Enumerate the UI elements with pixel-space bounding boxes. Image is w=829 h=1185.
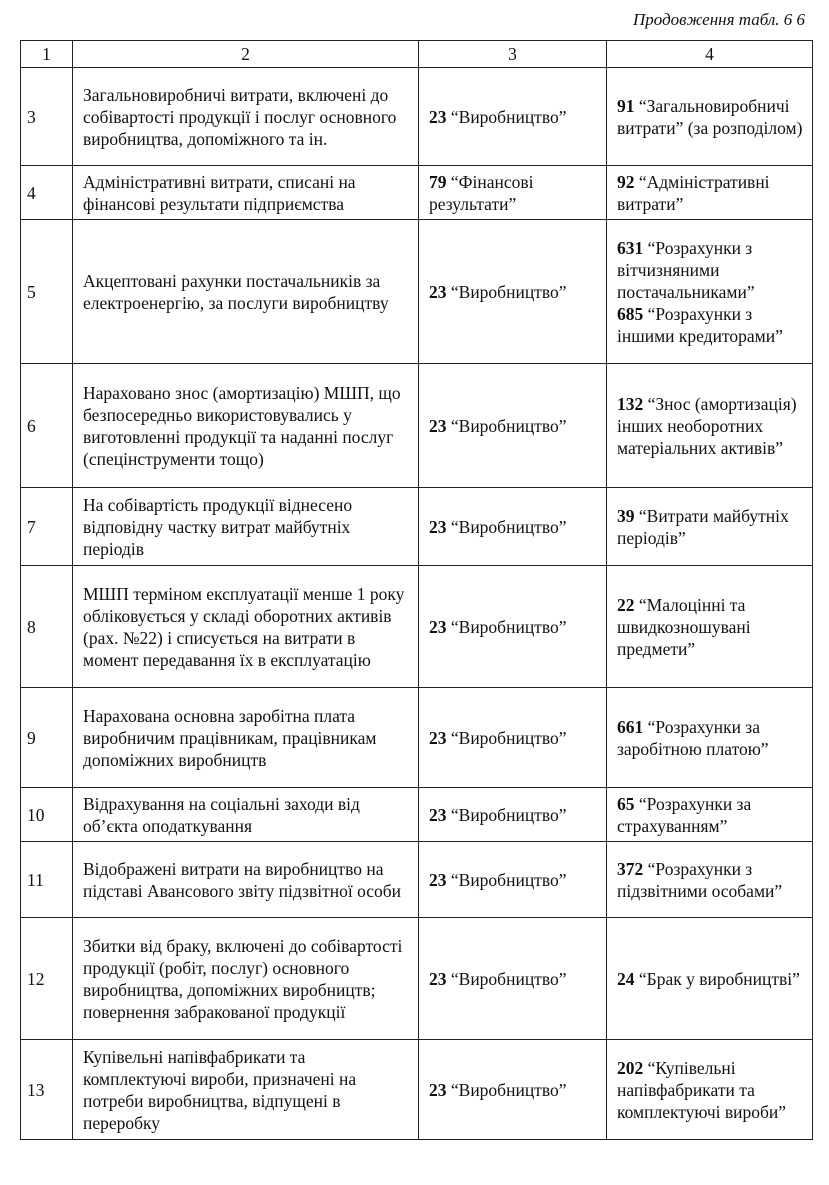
- debit-code: 23: [429, 281, 447, 302]
- operation-description: Відображені витрати на виробництво на підставі Авансового звіту підзвітної особи: [73, 842, 419, 918]
- credit-title: “Знос (амортизація) інших необоротних матеріальних активів”: [617, 393, 797, 458]
- header-col-4: 4: [607, 41, 813, 68]
- row-number: 12: [21, 918, 73, 1040]
- operation-description: Акцептовані рахунки постачальників за електроенергію, за послуги виробництву: [73, 220, 419, 364]
- credit-code: 91: [617, 95, 635, 116]
- credit-title: “Витрати майбутніх періодів”: [617, 505, 789, 548]
- table-row: [21, 788, 813, 842]
- credit-code: 39: [617, 505, 635, 526]
- debit-account: [419, 166, 607, 220]
- debit-code: 23: [429, 516, 447, 537]
- credit-account: [607, 166, 813, 220]
- table-row: [21, 364, 813, 488]
- credit-title: “Розрахунки за страхуванням”: [617, 793, 752, 836]
- debit-code: 23: [429, 106, 447, 127]
- debit-account: [419, 918, 607, 1040]
- table-row: [21, 220, 813, 364]
- debit-title: “Виробництво”: [450, 804, 567, 825]
- credit-code: 372: [617, 858, 644, 879]
- operation-description: На собівартість продукції віднесено відповідну частку витрат майбутніх періодів: [73, 488, 419, 566]
- credit-account: [607, 918, 813, 1040]
- operation-description: Збитки від браку, включені до собівартості продукції (робіт, послуг) основного виробництва, допоміжних виробництв; повернення забракованої продукції: [73, 918, 419, 1040]
- debit-account: [419, 364, 607, 488]
- debit-title: “Виробництво”: [450, 281, 567, 302]
- debit-title: “Виробництво”: [450, 1079, 567, 1100]
- credit-account: [607, 688, 813, 788]
- credit-account: [607, 220, 813, 364]
- debit-title: “Виробництво”: [450, 727, 567, 748]
- credit-title: “Брак у виробництві”: [638, 968, 800, 989]
- debit-title: “Виробництво”: [450, 415, 567, 436]
- header-col-3: 3: [419, 41, 607, 68]
- debit-title: “Виробництво”: [450, 869, 567, 890]
- operation-description: Купівельні напівфабрикати та комплектуючі вироби, призначені на потреби виробництва, відпущені в переробку: [73, 1040, 419, 1140]
- operation-description: МШП терміном експлуатації менше 1 року обліковується у складі оборотних активів (рах. №22) і списується на витрати в момент передавання їх в експлуатацію: [73, 566, 419, 688]
- debit-code: 23: [429, 869, 447, 890]
- operation-description: Загальновиробничі витрати, включені до собівартості продукції і послуг основного виробництва, допоміжного та ін.: [73, 68, 419, 166]
- header-row: [21, 41, 813, 68]
- debit-account: [419, 842, 607, 918]
- table-row: [21, 1040, 813, 1140]
- credit-account: [607, 1040, 813, 1140]
- table-row: [21, 166, 813, 220]
- debit-account: [419, 488, 607, 566]
- credit-title: “Розрахунки з вітчизняними постачальниками”: [617, 237, 755, 302]
- debit-title: “Виробництво”: [450, 968, 567, 989]
- credit-title: “Малоцінні та швидкозношувані предмети”: [617, 594, 751, 659]
- credit-code: 22: [617, 594, 635, 615]
- debit-account: [419, 68, 607, 166]
- credit-title: “Адміністративні витрати”: [617, 171, 770, 214]
- credit-code: 631: [617, 237, 644, 258]
- row-number: 5: [21, 220, 73, 364]
- row-number: 9: [21, 688, 73, 788]
- debit-account: [419, 788, 607, 842]
- credit-account: [607, 788, 813, 842]
- operation-description: Нараховано знос (амортизацію) МШП, що безпосередньо використовувались у виготовленні продукції та наданні послуг (спецінструменти тощо): [73, 364, 419, 488]
- row-number: 10: [21, 788, 73, 842]
- credit-code: 202: [617, 1057, 644, 1078]
- table-row: [21, 68, 813, 166]
- row-number: 11: [21, 842, 73, 918]
- debit-code: 23: [429, 415, 447, 436]
- header-col-2: 2: [73, 41, 419, 68]
- credit-account: [607, 364, 813, 488]
- credit-account: [607, 842, 813, 918]
- debit-account: [419, 1040, 607, 1140]
- row-number: 13: [21, 1040, 73, 1140]
- credit-code: 65: [617, 793, 635, 814]
- journal-entries-table: [20, 40, 813, 1140]
- table-row: [21, 918, 813, 1040]
- table-row: [21, 488, 813, 566]
- debit-title: “Виробництво”: [450, 106, 567, 127]
- credit-title: “Розрахунки з підзвітними особами”: [617, 858, 783, 901]
- credit-title: “Купівельні напівфабрикати та комплектуючі вироби”: [617, 1057, 787, 1122]
- table-row: [21, 842, 813, 918]
- credit-title: “Розрахунки за заробітною платою”: [617, 716, 769, 759]
- debit-code: 23: [429, 727, 447, 748]
- row-number: 4: [21, 166, 73, 220]
- credit-code: 92: [617, 171, 635, 192]
- row-number: 6: [21, 364, 73, 488]
- table-caption: Продовження табл. 6 6: [633, 10, 805, 29]
- row-number: 7: [21, 488, 73, 566]
- operation-description: Відрахування на соціальні заходи від об’єкта оподаткування: [73, 788, 419, 842]
- debit-account: [419, 220, 607, 364]
- credit-account: [607, 68, 813, 166]
- credit-code: 661: [617, 716, 644, 737]
- debit-code: 23: [429, 968, 447, 989]
- table-row: [21, 566, 813, 688]
- debit-title: “Виробництво”: [450, 616, 567, 637]
- header-col-1: 1: [21, 41, 73, 68]
- credit-title-2: “Розрахунки з іншими кредиторами”: [617, 303, 783, 346]
- credit-code: 24: [617, 968, 635, 989]
- debit-title: “Фінансові результати”: [429, 171, 534, 214]
- debit-code: 23: [429, 616, 447, 637]
- debit-account: [419, 688, 607, 788]
- row-number: 3: [21, 68, 73, 166]
- debit-code: 23: [429, 1079, 447, 1100]
- debit-code: 79: [429, 171, 447, 192]
- credit-account: [607, 566, 813, 688]
- row-number: 8: [21, 566, 73, 688]
- credit-account: [607, 488, 813, 566]
- operation-description: Адміністративні витрати, списані на фінансові результати підприємства: [73, 166, 419, 220]
- debit-account: [419, 566, 607, 688]
- credit-code: 132: [617, 393, 644, 414]
- credit-code-2: 685: [617, 303, 644, 324]
- credit-title: “Загальновиробничі витрати” (за розподілом): [617, 95, 803, 138]
- debit-code: 23: [429, 804, 447, 825]
- operation-description: Нарахована основна заробітна плата виробничим працівникам, працівникам допоміжних виробництв: [73, 688, 419, 788]
- debit-title: “Виробництво”: [450, 516, 567, 537]
- table-row: [21, 688, 813, 788]
